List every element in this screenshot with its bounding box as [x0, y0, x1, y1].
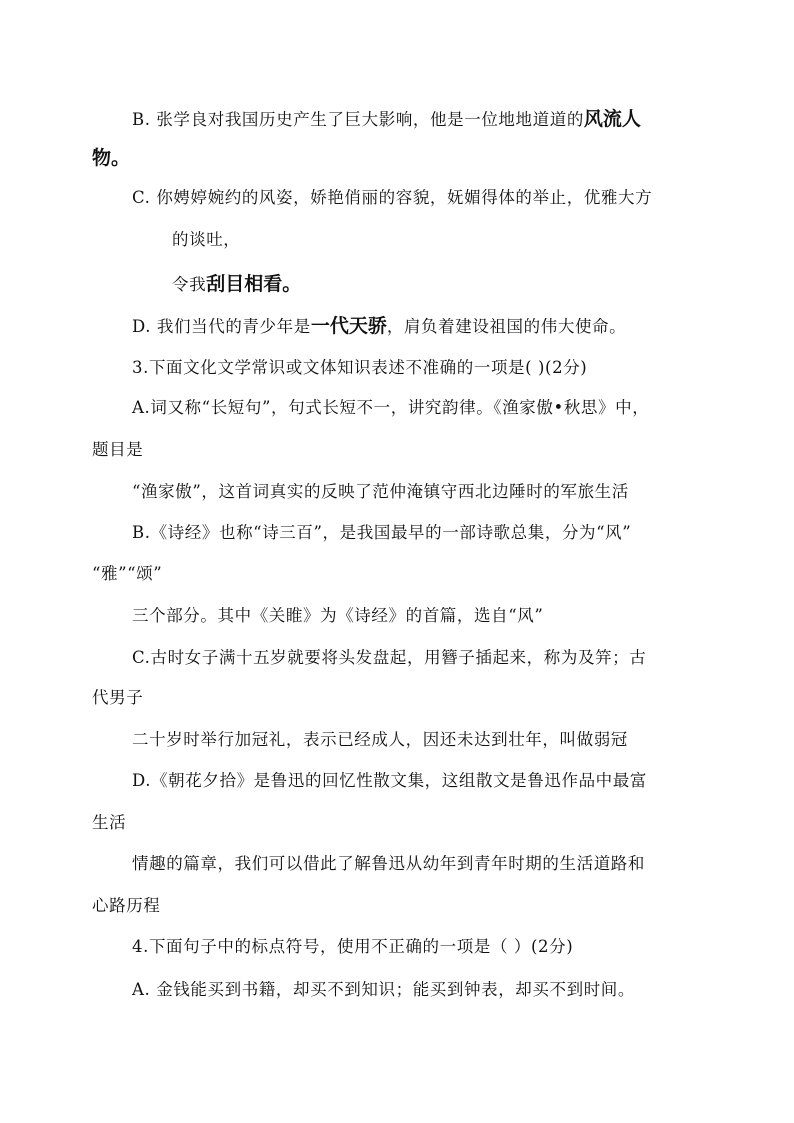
- q4-option-a: A. 金钱能买到书籍，却买不到知识；能买到钟表，却买不到时间。: [132, 980, 636, 999]
- q3-option-b: B.《诗经》也称“诗三百”，是我国最早的一部诗歌总集，分为“风”: [132, 523, 632, 542]
- q3-option-b-cont: 三个部分。其中《关睢》为《诗经》的首篇，选自“风”: [132, 606, 544, 625]
- q3-option-c-cont: 二十岁时举行加冠礼，表示已经成人，因还未达到壮年，叫做弱冠: [132, 730, 628, 749]
- option-b-continuation: [92, 146, 130, 171]
- q3-option-d-wrap-2: 心路历程: [92, 896, 161, 915]
- option-b-text: B. 张学良对我国历史产生了巨大影响，他是一位地地道道的: [132, 110, 584, 129]
- option-c-line: C. 你娉婷婉约的风姿，娇艳俏丽的容貌，妩媚得体的举止，优雅大方: [132, 188, 653, 207]
- option-d-line: [132, 314, 626, 339]
- q3-option-c: C.古时女子满十五岁就要将头发盘起，用簪子插起来，称为及笄；古: [132, 648, 647, 667]
- q3-option-d: D.《朝花夕拾》是鲁迅的回忆性散文集，这组散文是鲁迅作品中最富: [132, 771, 647, 790]
- question-3: 3.下面文化文学常识或文体知识表述不准确的一项是( )(2分): [132, 358, 588, 377]
- option-b-idiom-end: 物。: [92, 147, 131, 169]
- option-b-line: [132, 107, 641, 132]
- q3-option-a-cont: “渔家傲”，这首词真实的反映了范仲淹镇守西北边陲时的军旅生活: [132, 482, 629, 501]
- option-c-idiom-line: [172, 272, 301, 297]
- q3-option-d-wrap: 生活: [92, 813, 127, 832]
- q3-option-a: A.词又称“长短句”，句式长短不一，讲究韵律。《渔家傲•秋思》中，: [132, 398, 650, 417]
- q3-option-c-wrap: 代男子: [92, 688, 144, 707]
- option-d-text-end: ，肩负着建设祖国的伟大使命。: [386, 317, 627, 336]
- q3-option-b-wrap: “雅”“颂”: [92, 564, 163, 583]
- option-c-text: 令我: [172, 275, 207, 294]
- option-d-text-start: D. 我们当代的青少年是: [132, 317, 311, 336]
- question-4: 4.下面句子中的标点符号，使用不正确的一项是（ ）(2分): [132, 937, 574, 956]
- q3-option-d-cont: 情趣的篇章，我们可以借此了解鲁迅从幼年到青年时期的生活道路和: [132, 854, 645, 873]
- q3-option-a-wrap: 题目是: [92, 440, 144, 459]
- option-d-idiom: 一代天骄: [310, 315, 387, 337]
- option-c-idiom: 刮目相看。: [206, 273, 302, 295]
- option-b-idiom: 风流人: [583, 108, 641, 130]
- option-c-continuation: 的谈吐，: [172, 230, 241, 249]
